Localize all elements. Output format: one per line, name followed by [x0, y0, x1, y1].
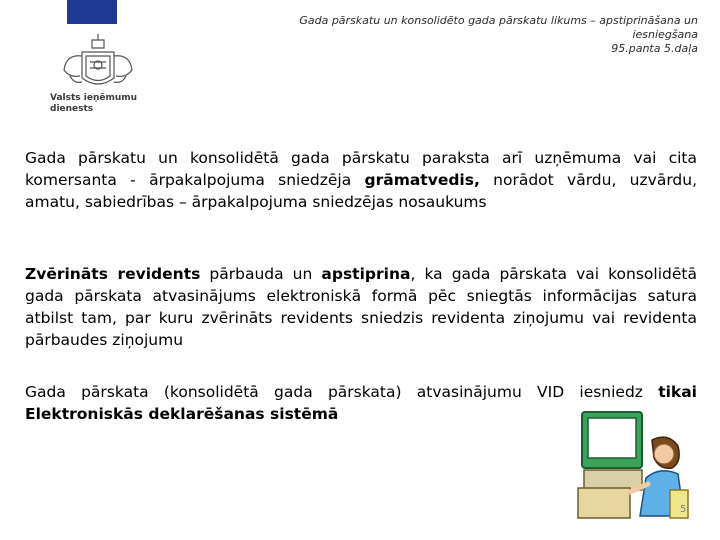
p2-bold-auditor: Zvērināts revidents — [25, 265, 201, 283]
p3-text-a: Gada pārskata (konsolidētā gada pārskata) atvasinājumu VID iesniedz — [25, 383, 659, 401]
p3-bold-eds: tikai Elektroniskās deklarēšanas sistēmā — [25, 383, 697, 423]
header-line2: iesniegšana — [632, 28, 698, 41]
slide-header — [198, 14, 698, 56]
logo-caption — [50, 93, 150, 115]
p2-text-b: pārbauda un — [200, 265, 322, 283]
p2-bold-approves: apstiprina — [321, 265, 411, 283]
logo-text-line1: Valsts ieņēmumu — [50, 93, 138, 103]
computer-user-clipart-icon — [574, 410, 694, 522]
p1-bold-accountant: grāmatvedis, — [364, 171, 480, 189]
logo-text-line2: dienests — [50, 104, 94, 114]
header-line3: 95.panta 5.daļa — [611, 42, 698, 55]
paragraph-signature — [25, 147, 697, 213]
p1-text-a: Gada pārskatu un konsolidētā gada pārskatu paraksta arī uzņēmuma vai cita komersanta - ārpakalpojuma sniedzēja — [25, 149, 697, 189]
header-line1: Gada pārskatu un konsolidēto gada pārskatu likums – apstiprināšana un — [299, 14, 698, 27]
p1-text-c: norādot vārdu, uzvārdu, amatu, sabiedrības – ārpakalpojuma sniedzējas nosaukums — [25, 171, 698, 211]
paragraph-auditor — [25, 263, 697, 351]
eu-flag-strip — [67, 0, 117, 24]
p2-text-d: , ka gada pārskata vai konsolidētā gada pārskata atvasinājums elektroniskā formā pēc sniegtās informācijas satura atbilst tam, par kuru zvērināts revidents sniedzis revidenta ziņojumu vai revidenta pārbaudes ziņojumu — [25, 265, 697, 349]
slide-number: 5 — [680, 504, 687, 515]
